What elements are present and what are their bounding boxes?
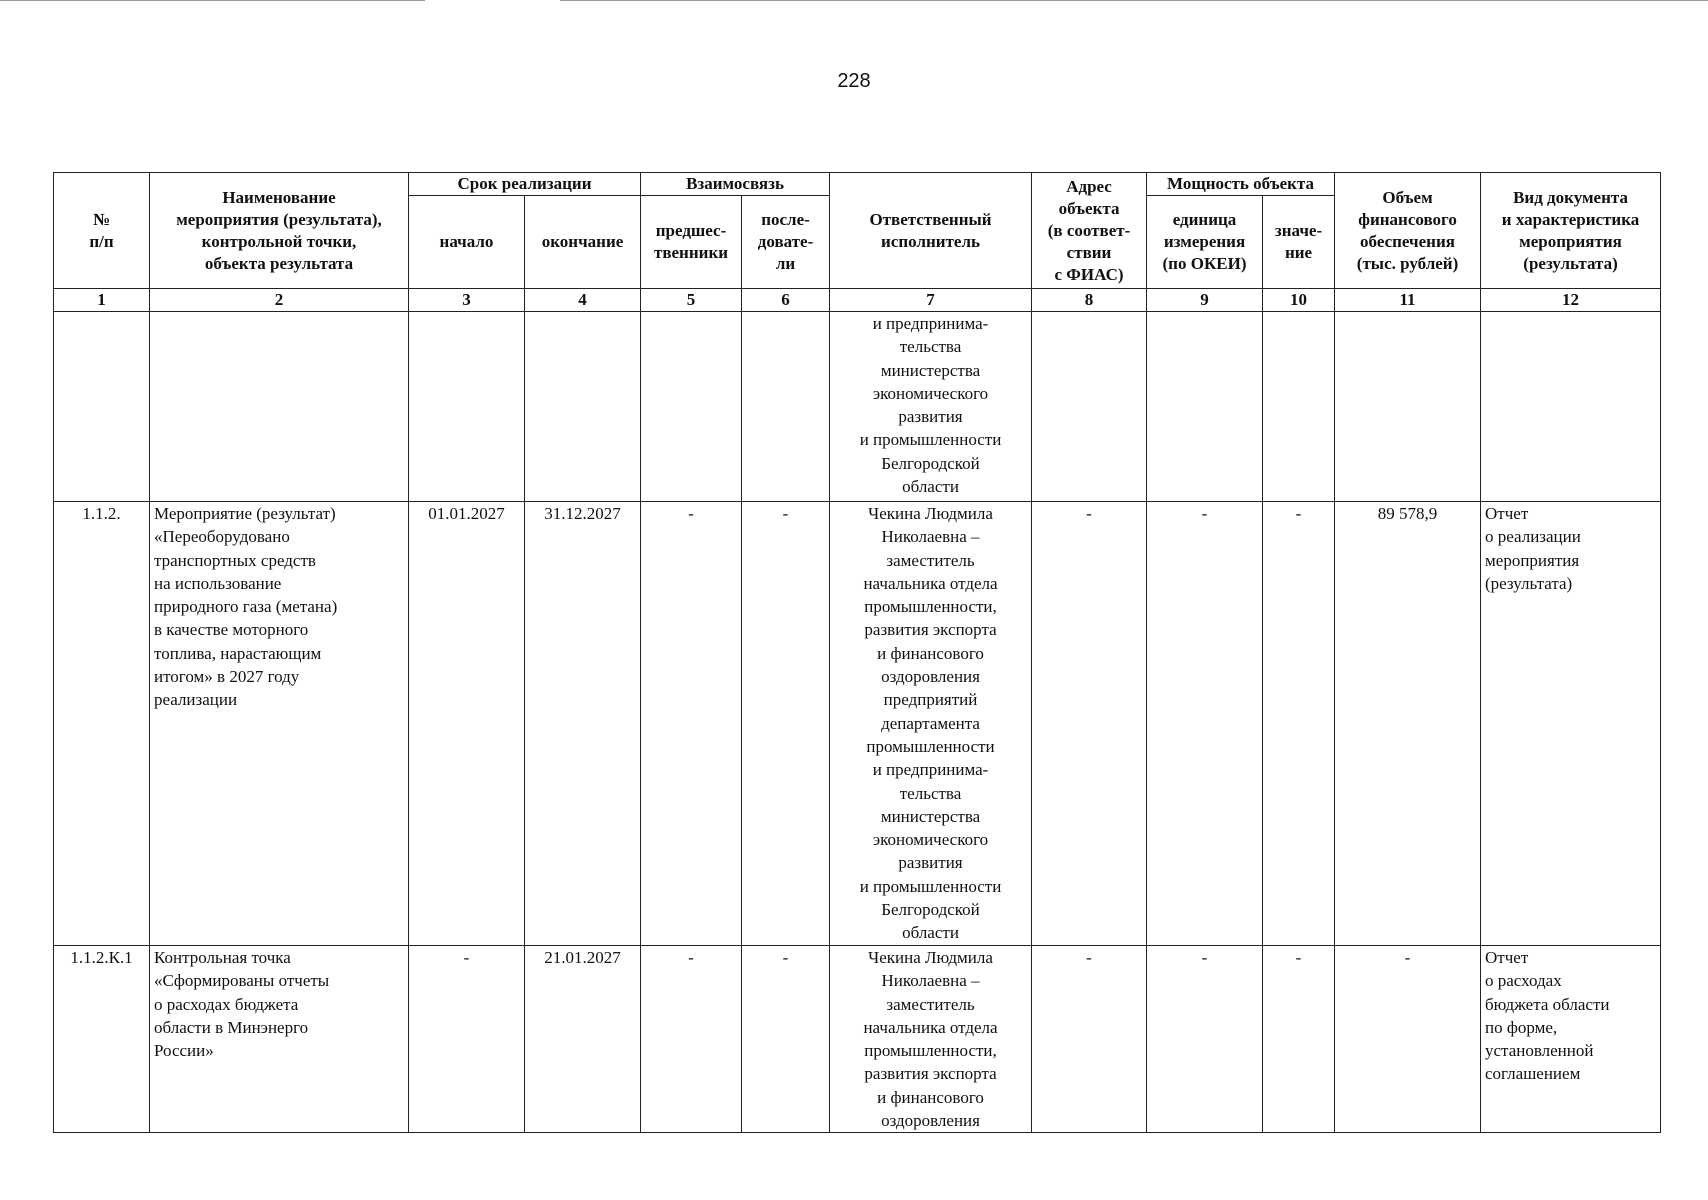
header-name: Наименование мероприятия (результата), контрольной точки, объекта результата <box>150 173 409 289</box>
header-link-group: Взаимосвязь <box>641 173 830 196</box>
cell-num: 1.1.2. <box>54 502 150 946</box>
cell-succ: - <box>742 502 830 946</box>
cell-address: - <box>1032 946 1147 1133</box>
header-power-group: Мощность объекта <box>1147 173 1335 196</box>
cell-value: - <box>1263 946 1335 1133</box>
col-number: 9 <box>1147 289 1263 312</box>
header-end: окончание <box>525 196 641 289</box>
table-row <box>54 312 1661 502</box>
cell-name: Контрольная точка «Сформированы отчеты о расходах бюджета области в Минэнерго России» <box>150 946 409 1133</box>
header-num: № п/п <box>54 173 150 289</box>
cell-pred: - <box>641 946 742 1133</box>
cell-document <box>1481 312 1661 502</box>
cell-name: Мероприятие (результат) «Переоборудовано транспортных средств на использование природного газа (метана) в качестве моторного топлива, нарастающим итогом» в 2027 году реализации <box>150 502 409 946</box>
col-number: 12 <box>1481 289 1661 312</box>
cell-num <box>54 312 150 502</box>
cell-start <box>409 312 525 502</box>
cell-value: - <box>1263 502 1335 946</box>
cell-end: 21.01.2027 <box>525 946 641 1133</box>
cell-volume <box>1335 312 1481 502</box>
header-unit: единица измерения (по ОКЕИ) <box>1147 196 1263 289</box>
cell-value <box>1263 312 1335 502</box>
cell-pred <box>641 312 742 502</box>
col-number: 10 <box>1263 289 1335 312</box>
header-responsible: Ответственный исполнитель <box>830 173 1032 289</box>
header-start: начало <box>409 196 525 289</box>
cell-succ <box>742 312 830 502</box>
cell-name <box>150 312 409 502</box>
header-volume: Объем финансового обеспечения (тыс. рублей) <box>1335 173 1481 289</box>
cell-document: Отчет о расходах бюджета области по форме, установленной соглашением <box>1481 946 1661 1133</box>
header-address: Адрес объекта (в соответ- ствии с ФИАС) <box>1032 173 1147 289</box>
col-number: 7 <box>830 289 1032 312</box>
plan-table <box>53 172 1661 1133</box>
cell-end <box>525 312 641 502</box>
header-predecessors: предшес- твенники <box>641 196 742 289</box>
col-number: 11 <box>1335 289 1481 312</box>
col-number: 3 <box>409 289 525 312</box>
cell-pred: - <box>641 502 742 946</box>
col-number: 4 <box>525 289 641 312</box>
cell-address <box>1032 312 1147 502</box>
cell-num: 1.1.2.К.1 <box>54 946 150 1133</box>
cell-responsible: Чекина Людмила Николаевна – заместитель начальника отдела промышленности, развития экспорта и финансового оздоровления предприятий департамента промышленности и предпринима- тельства министерства экономического развития и промышленности Белгородской области <box>830 502 1032 946</box>
col-number: 1 <box>54 289 150 312</box>
header-term-group: Срок реализации <box>409 173 641 196</box>
header-value: значе- ние <box>1263 196 1335 289</box>
header-successors: после- довате- ли <box>742 196 830 289</box>
table-row <box>54 946 1661 1133</box>
col-number: 5 <box>641 289 742 312</box>
cell-end: 31.12.2027 <box>525 502 641 946</box>
cell-start: 01.01.2027 <box>409 502 525 946</box>
col-number: 6 <box>742 289 830 312</box>
scan-edge-line <box>0 0 425 1</box>
cell-succ: - <box>742 946 830 1133</box>
cell-unit <box>1147 312 1263 502</box>
cell-unit: - <box>1147 946 1263 1133</box>
col-number: 8 <box>1032 289 1147 312</box>
header-document: Вид документа и характеристика мероприятия (результата) <box>1481 173 1661 289</box>
cell-responsible: Чекина Людмила Николаевна – заместитель начальника отдела промышленности, развития экспорта и финансового оздоровления <box>830 946 1032 1133</box>
cell-unit: - <box>1147 502 1263 946</box>
cell-responsible: и предпринима- тельства министерства экономического развития и промышленности Белгородской области <box>830 312 1032 502</box>
cell-volume: - <box>1335 946 1481 1133</box>
col-number: 2 <box>150 289 409 312</box>
cell-start: - <box>409 946 525 1133</box>
table-row <box>54 502 1661 946</box>
scan-edge-line <box>560 0 1708 1</box>
page-number: 228 <box>837 70 871 92</box>
cell-address: - <box>1032 502 1147 946</box>
cell-document: Отчет о реализации мероприятия (результата) <box>1481 502 1661 946</box>
cell-volume: 89 578,9 <box>1335 502 1481 946</box>
